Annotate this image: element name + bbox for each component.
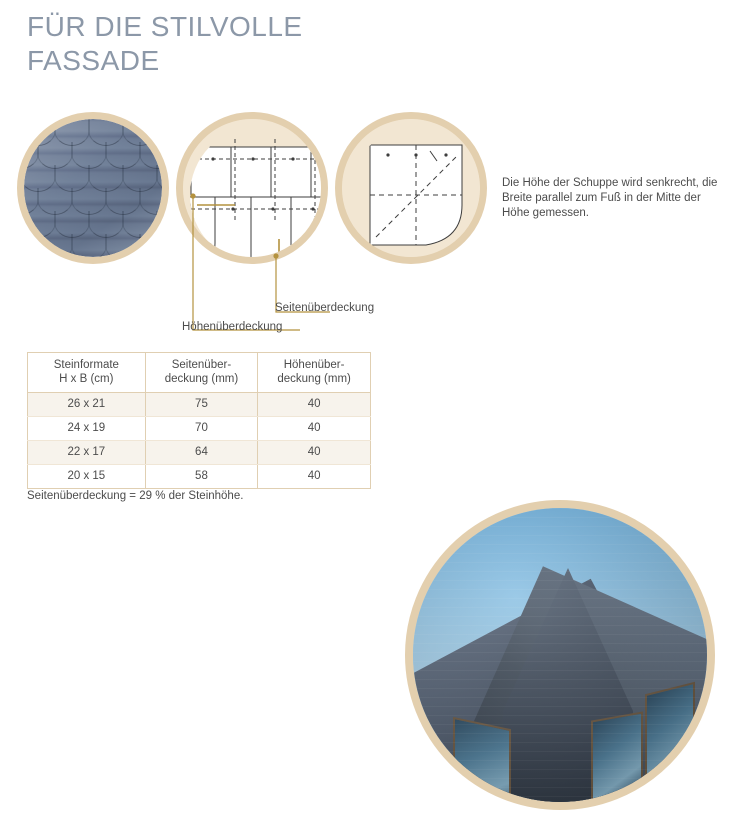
table-header-height-overlap-line1: Höhenüber-	[283, 359, 345, 371]
table-header-format-line1: Steinformate	[53, 359, 119, 371]
cell-format: 20 x 15	[28, 465, 146, 489]
cell-height-overlap: 40	[258, 393, 371, 417]
page-title-line-2: FASSADE	[27, 45, 160, 76]
cell-format: 22 x 17	[28, 441, 146, 465]
cell-height-overlap: 40	[258, 441, 371, 465]
cell-side-overlap: 75	[145, 393, 258, 417]
cell-side-overlap: 64	[145, 441, 258, 465]
table-header-side-overlap-line1: Seitenüber-	[171, 359, 232, 371]
slate-scale-pattern	[17, 112, 169, 264]
table-header-side-overlap	[145, 353, 258, 393]
slate-texture-photo	[17, 112, 169, 264]
cell-height-overlap: 40	[258, 465, 371, 489]
slate-texture-image	[24, 119, 162, 257]
table-row	[28, 465, 371, 489]
table-header-row	[28, 353, 371, 393]
callout-label-side-overlap: Seitenüberdeckung	[275, 302, 375, 314]
cell-format: 26 x 21	[28, 393, 146, 417]
callout-label-height-overlap: Höhenüberdeckung	[182, 321, 283, 333]
formats-table	[27, 352, 371, 489]
table-header-height-overlap	[258, 353, 371, 393]
single-scale-drawing-svg	[342, 119, 487, 264]
photo-vignette	[413, 508, 707, 802]
table-header-height-overlap-line2: deckung (mm)	[277, 373, 351, 385]
table-header-format-line2: H x B (cm)	[59, 373, 114, 385]
roof-photo	[405, 500, 715, 810]
cell-side-overlap: 58	[145, 465, 258, 489]
cell-height-overlap: 40	[258, 417, 371, 441]
cell-side-overlap: 70	[145, 417, 258, 441]
table-row	[28, 441, 371, 465]
table-header-format	[28, 353, 146, 393]
table-row	[28, 417, 371, 441]
table-row	[28, 393, 371, 417]
cell-format: 24 x 19	[28, 417, 146, 441]
page-title	[27, 10, 303, 78]
table-header-side-overlap-line2: deckung (mm)	[164, 373, 239, 385]
overlap-drawing	[176, 112, 328, 264]
overlap-drawing-svg	[183, 119, 328, 264]
page-title-line-1: FÜR DIE STILVOLLE	[27, 11, 303, 42]
single-scale-drawing	[335, 112, 487, 264]
formats-table-wrapper	[27, 352, 371, 489]
measurement-note: Die Höhe der Schuppe wird senkrecht, die Breite parallel zum Fuß in der Mitte der Höhe gemessen.	[502, 177, 718, 219]
table-footnote: Seitenüberdeckung = 29 % der Steinhöhe.	[27, 490, 244, 502]
